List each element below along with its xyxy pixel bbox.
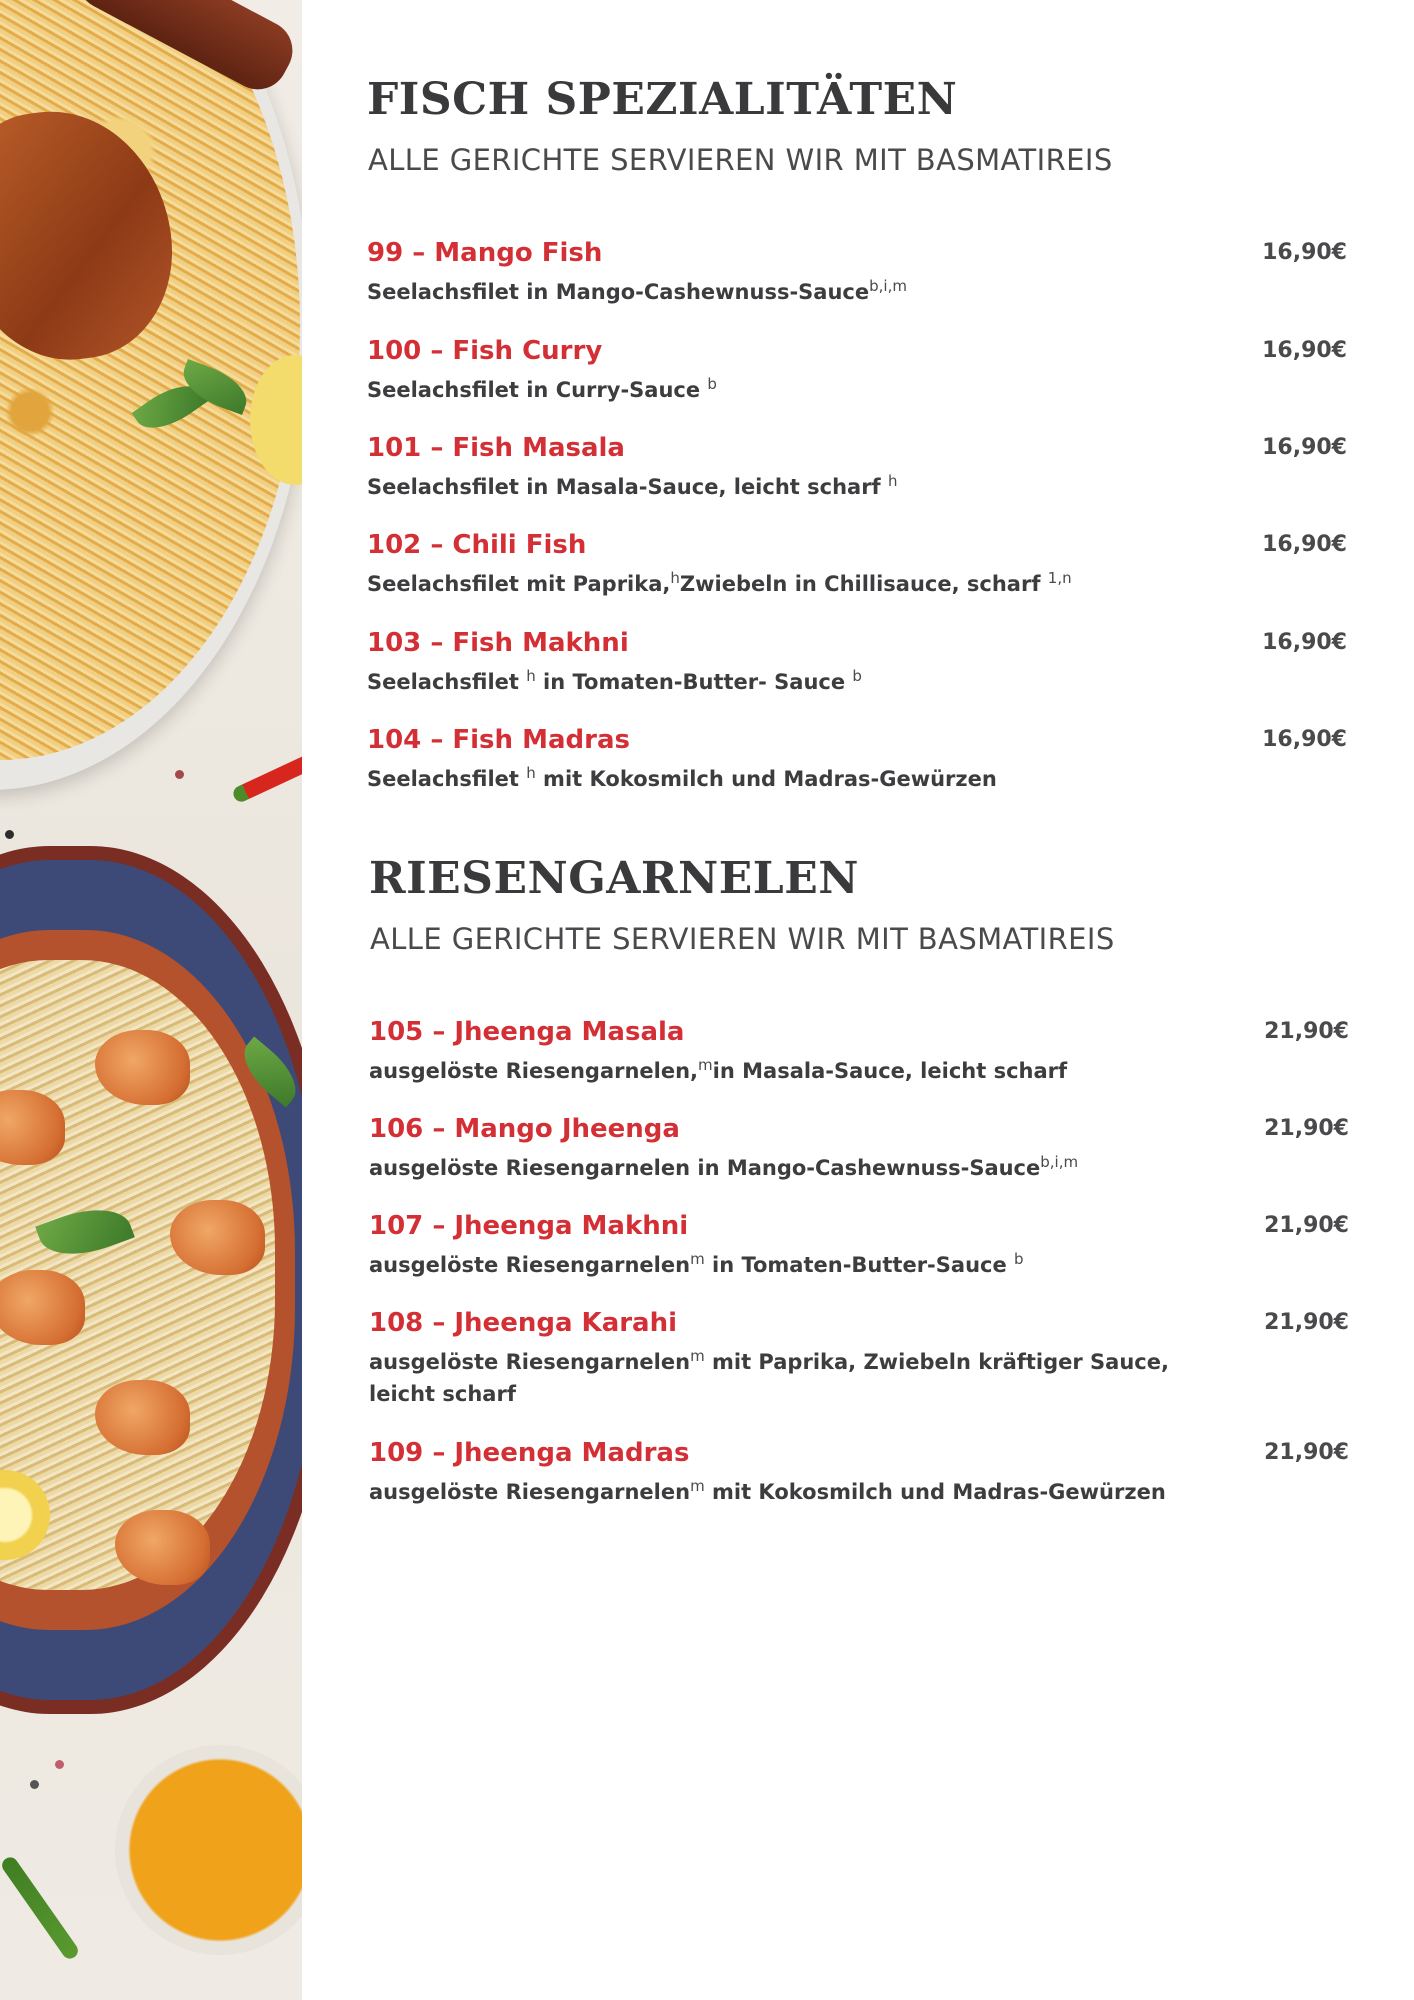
allergen-codes: h [526, 764, 536, 782]
allergen-codes: b,i,m [1040, 1153, 1079, 1171]
allergen-codes: m [698, 1056, 713, 1074]
item-name: 103 – Fish Makhni [367, 628, 629, 658]
description-text: in Tomaten-Butter-Sauce [704, 1253, 1015, 1277]
peppercorn-icon [150, 865, 159, 874]
section-title: RIESENGARNELEN [369, 853, 859, 904]
allergen-codes: m [690, 1347, 705, 1365]
allergen-codes: 1,n [1047, 569, 1072, 587]
shrimp-image [0, 1270, 85, 1345]
section-subtitle: ALLE GERICHTE SERVIEREN WIR MIT BASMATIREIS [368, 143, 1113, 177]
item-price: 16,90€ [1262, 435, 1347, 460]
allergen-codes: h [888, 472, 898, 490]
description-text: Zwiebeln in Chillisauce, scharf [679, 572, 1048, 596]
allergen-codes: m [690, 1250, 705, 1268]
item-description [369, 1152, 1209, 1184]
item-price: 21,90€ [1264, 1116, 1349, 1141]
description-text: mit Paprika, Zwiebeln kräftiger Sauce, leicht scharf [369, 1350, 1169, 1406]
description-text: ausgelöste Riesengarnelen [369, 1253, 691, 1277]
allergen-codes: b,i,m [869, 277, 907, 295]
item-name: 106 – Mango Jheenga [369, 1114, 680, 1144]
turmeric-bowl-image [115, 1745, 302, 1955]
item-name: 109 – Jheenga Madras [369, 1438, 690, 1468]
description-text: ausgelöste Riesengarnelen [369, 1350, 691, 1374]
description-text: Seelachsfilet in Mango-Cashewnuss-Sauce [367, 280, 870, 304]
food-photo-strip [0, 0, 302, 2000]
item-name: 104 – Fish Madras [367, 725, 630, 755]
item-price: 21,90€ [1264, 1310, 1349, 1335]
description-text: Seelachsfilet in Curry-Sauce [367, 378, 708, 402]
section-title: FISCH SPEZIALITÄTEN [367, 74, 958, 125]
item-name: 99 – Mango Fish [367, 238, 603, 268]
description-text: mit Kokosmilch und Madras-Gewürzen [704, 1480, 1166, 1504]
description-text: Seelachsfilet [367, 767, 527, 791]
allergen-codes: b [707, 375, 717, 393]
description-text: mit Kokosmilch und Madras-Gewürzen [535, 767, 997, 791]
item-description [367, 471, 1207, 503]
item-name: 101 – Fish Masala [367, 433, 625, 463]
item-description [367, 276, 1207, 308]
item-description [369, 1249, 1209, 1281]
item-description [369, 1055, 1209, 1087]
item-name: 108 – Jheenga Karahi [369, 1308, 678, 1338]
item-description [369, 1346, 1209, 1410]
chili-pepper-icon [231, 752, 302, 805]
item-price: 16,90€ [1262, 727, 1347, 752]
allergen-codes: h [670, 569, 680, 587]
description-text: ausgelöste Riesengarnelen, [369, 1059, 699, 1083]
item-name: 100 – Fish Curry [367, 336, 603, 366]
peppercorn-icon [30, 1780, 39, 1789]
peppercorn-icon [175, 770, 184, 779]
item-name: 107 – Jheenga Makhni [369, 1211, 689, 1241]
item-price: 16,90€ [1262, 240, 1347, 265]
allergen-codes: b [1014, 1250, 1024, 1268]
description-text: ausgelöste Riesengarnelen [369, 1480, 691, 1504]
description-text: Seelachsfilet mit Paprika, [367, 572, 671, 596]
item-price: 16,90€ [1262, 338, 1347, 363]
description-text: in Tomaten-Butter- Sauce [535, 670, 853, 694]
allergen-codes: b [852, 667, 862, 685]
item-price: 21,90€ [1264, 1440, 1349, 1465]
item-price: 16,90€ [1262, 630, 1347, 655]
allergen-codes: h [526, 667, 536, 685]
item-description [367, 568, 1207, 600]
allergen-codes: m [690, 1477, 705, 1495]
peppercorn-icon [55, 1760, 64, 1769]
item-price: 21,90€ [1264, 1213, 1349, 1238]
item-description [367, 666, 1207, 698]
description-text: ausgelöste Riesengarnelen in Mango-Cashewnuss-Sauce [369, 1156, 1041, 1180]
item-price: 21,90€ [1264, 1019, 1349, 1044]
item-description [369, 1476, 1209, 1508]
description-text: Seelachsfilet in Masala-Sauce, leicht scharf [367, 475, 889, 499]
item-name: 102 – Chili Fish [367, 530, 587, 560]
peppercorn-icon [5, 830, 14, 839]
description-text: Seelachsfilet [367, 670, 527, 694]
item-name: 105 – Jheenga Masala [369, 1017, 685, 1047]
item-description [367, 763, 1207, 795]
description-text: in Masala-Sauce, leicht scharf [712, 1059, 1068, 1083]
section-subtitle: ALLE GERICHTE SERVIEREN WIR MIT BASMATIREIS [370, 922, 1115, 956]
green-chili-icon [0, 1854, 81, 1961]
item-description [367, 374, 1207, 406]
item-price: 16,90€ [1262, 532, 1347, 557]
